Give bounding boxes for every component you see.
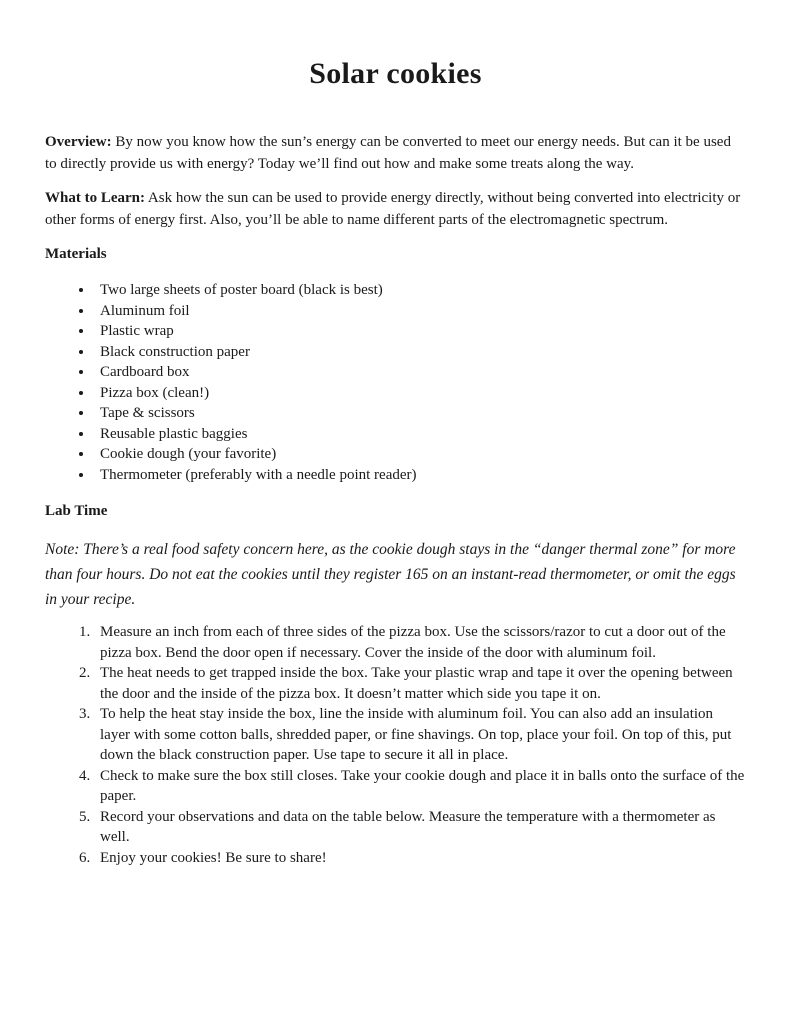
materials-heading: Materials	[45, 246, 107, 262]
overview-paragraph	[45, 132, 746, 175]
lab-step-item: 2. The heat needs to get trapped inside the box. Take your plastic wrap and tape it over the opening between the door and the inside of the pizza box. It doesn’t matter which side you tape it on.	[94, 663, 746, 704]
overview-text: By now you know how the sun’s energy can be converted to meet our energy needs. But can it be used to directly provide us with energy? Today we’ll find out how and make some treats along the way.	[45, 134, 731, 172]
lab-step-item: 5. Record your observations and data on the table below. Measure the temperature with a thermometer as well.	[94, 807, 746, 848]
materials-list	[45, 280, 746, 485]
materials-item: • Thermometer (preferably with a needle point reader)	[94, 465, 746, 486]
lab-step-item: 6. Enjoy your cookies! Be sure to share!	[94, 848, 746, 869]
lab-time-heading: Lab Time	[45, 503, 108, 519]
what-to-learn-text: Ask how the sun can be used to provide energy directly, without being converted into electricity or other forms of energy first. Also, you’ll be able to name different parts of the electromagnetic spectrum.	[45, 190, 741, 228]
document-title: Solar cookies	[309, 57, 482, 90]
materials-item: • Tape & scissors	[94, 403, 746, 424]
materials-item: • Cardboard box	[94, 362, 746, 383]
overview-label: Overview:	[45, 134, 112, 150]
materials-item: • Pizza box (clean!)	[94, 383, 746, 404]
lab-step-item: 3. To help the heat stay inside the box, line the inside with aluminum foil. You can also add an insulation layer with some cotton balls, shredded paper, or fine shavings. On top, place your foil. On top of this, put down the black construction paper. Use tape to secure it all in place.	[94, 704, 746, 766]
lab-steps-list	[45, 622, 746, 868]
materials-item: • Plastic wrap	[94, 321, 746, 342]
lab-step-item: 4. Check to make sure the box still closes. Take your cookie dough and place it in balls onto the surface of the paper.	[94, 766, 746, 807]
what-to-learn-label: What to Learn:	[45, 190, 145, 206]
food-safety-note: Note: There’s a real food safety concern here, as the cookie dough stays in the “danger thermal zone” for more than four hours. Do not eat the cookies until they register 165 on an instant-read thermometer, or omit the eggs in your recipe.	[45, 541, 736, 608]
materials-item: • Aluminum foil	[94, 301, 746, 322]
what-to-learn-paragraph	[45, 188, 746, 231]
materials-item: • Black construction paper	[94, 342, 746, 363]
materials-item: • Reusable plastic baggies	[94, 424, 746, 445]
materials-item: • Cookie dough (your favorite)	[94, 444, 746, 465]
materials-item: • Two large sheets of poster board (black is best)	[94, 280, 746, 301]
lab-step-item: 1. Measure an inch from each of three sides of the pizza box. Use the scissors/razor to cut a door out of the pizza box. Bend the door open if necessary. Cover the inside of the door with aluminum foil.	[94, 622, 746, 663]
